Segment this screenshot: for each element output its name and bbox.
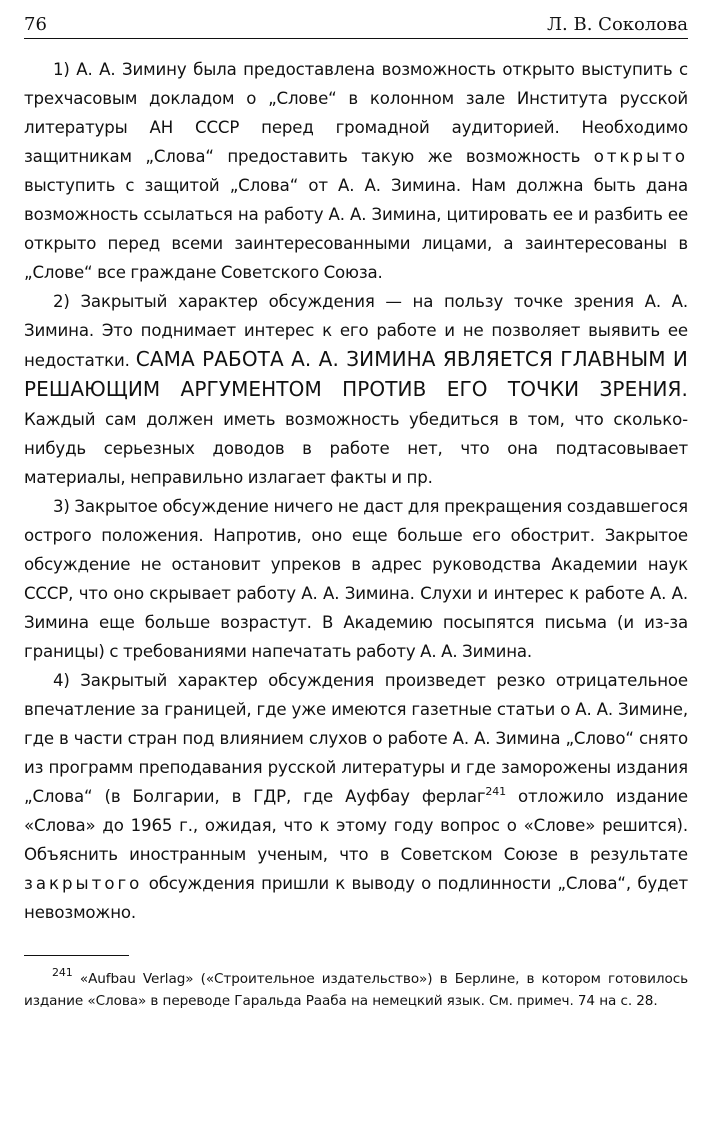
footnote-reference: 241 bbox=[485, 785, 506, 798]
paragraph-2-text: 2) Закрытый характер обсуждения — на пользу точке зрения А. А. Зимина. Это поднимает интерес к его работе и не позволяет выявить ее недостатки. bbox=[24, 292, 688, 370]
paragraph-4-middle: отложило издание «Слова» до 1965 г., ожидая, что к этому году вопрос о «Слове» решится). Объяснить иностранным ученым, что в Советском Союзе в результате bbox=[24, 787, 688, 864]
running-header bbox=[24, 12, 688, 39]
paragraph-2-tail: Каждый сам должен иметь возможность убедиться в том, что сколько-нибудь серьезных доводов в работе нет, что она подтасовывает материалы, неправильно излагает факты и пр. bbox=[24, 410, 688, 487]
paragraph-2-capitals: САМА РАБОТА А. А. ЗИМИНА ЯВЛЯЕТСЯ ГЛАВНЫМ И РЕШАЮЩИМ АРГУМЕНТОМ ПРОТИВ ЕГО ТОЧКИ ЗРЕНИЯ. bbox=[24, 347, 688, 401]
footnote-paragraph bbox=[24, 968, 688, 1012]
paragraph-1-emphasis: открыто bbox=[593, 147, 688, 166]
footnote-divider bbox=[24, 955, 129, 956]
footnote bbox=[24, 968, 688, 1012]
paragraph-4 bbox=[24, 666, 688, 927]
paragraph-3-text: 3) Закрытое обсуждение ничего не даст для прекращения создавшегося острого положения. Напротив, оно еще больше его обострит. Закрытое обсуждение не остановит упреков в адрес руководства Академии наук СССР, что оно скрывает работу А. А. Зимина. Слухи и интерес к работе А. А. Зимина еще больше возрастут. В Академию посыпятся письма (и из-за границы) с требованиями напечатать работу А. А. Зимина. bbox=[24, 497, 688, 661]
running-head-author: Л. В. Соколова bbox=[547, 14, 688, 35]
paragraph-4-text: 4) Закрытый характер обсуждения произведет резко отрицательное впечатление за границей, где уже имеются газетные статьи о А. А. Зимине, где в части стран под влиянием слухов о работе А. А. Зимина „Слово“ снято из программ преподавания русской литературы и где заморожены издания „Слова“ (в Болгарии, в ГДР, где Ауфбау ферлаг bbox=[24, 671, 688, 806]
paragraph-4-emphasis: закрытого bbox=[24, 874, 143, 893]
paragraph-4-tail: обсуждения пришли к выводу о подлинности „Слова“, будет невозможно. bbox=[24, 874, 688, 922]
footnote-text: «Aufbau Verlag» («Строительное издательство») в Берлине, в котором готовилось издание «Слова» в переводе Гаральда Рааба на немецкий язык. См. примеч. 74 на с. 28. bbox=[24, 971, 688, 1009]
paragraph-3 bbox=[24, 492, 688, 666]
page-number: 76 bbox=[24, 14, 47, 35]
paragraph-2 bbox=[24, 287, 688, 492]
main-text bbox=[24, 55, 688, 927]
book-page bbox=[24, 12, 688, 1012]
paragraph-1-text: 1) А. А. Зимину была предоставлена возможность открыто выступить с трехчасовым докладом о „Слове“ в колонном зале Института русской литературы АН СССР перед громадной аудиторией. Необходимо защитникам „Слова“ предоставить такую же возможность bbox=[24, 60, 688, 166]
paragraph-1-tail: выступить с защитой „Слова“ от А. А. Зимина. Нам должна быть дана возможность ссылаться на работу А. А. Зимина, цитировать ее и разбить ее открыто перед всеми заинтересованными лицами, а заинтересованы в „Слове“ все граждане Советского Союза. bbox=[24, 176, 688, 282]
footnote-number: 241 bbox=[52, 966, 73, 979]
paragraph-1 bbox=[24, 55, 688, 287]
